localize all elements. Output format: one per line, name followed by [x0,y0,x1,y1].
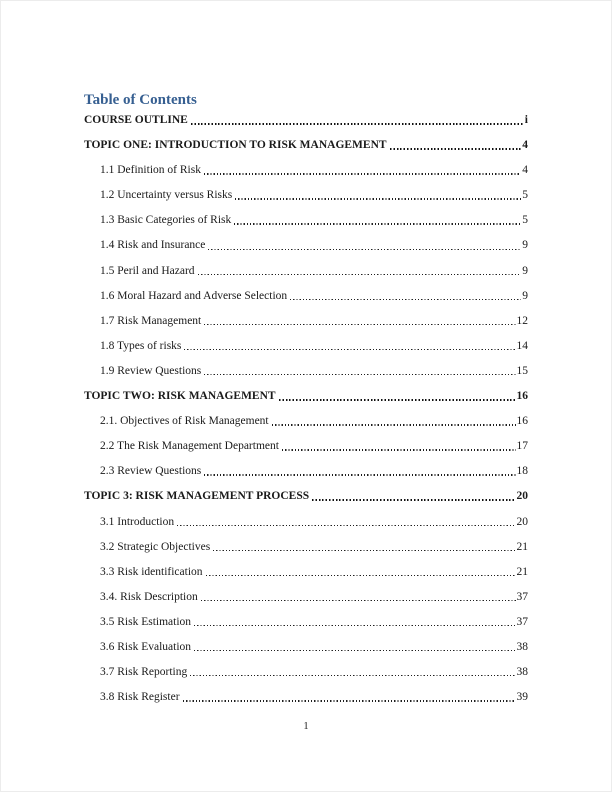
toc-entry[interactable] [84,616,528,629]
toc-entry-page-number: 16 [516,415,528,428]
toc-entry[interactable] [84,340,528,353]
toc-entry[interactable] [84,415,528,428]
toc-entry-label: 1.3 Basic Categories of Risk [100,214,232,227]
toc-entry[interactable] [84,265,528,278]
toc-entry[interactable] [84,365,528,378]
toc-entry-page-number: i [524,114,528,126]
toc-entry-label: 3.2 Strategic Objectives [100,540,211,553]
toc-entry-page-number: 17 [516,440,528,453]
toc-entry-label: 1.8 Types of risks [100,339,182,352]
page-number: 1 [303,721,309,732]
toc-entry-label: 3.7 Risk Reporting [100,666,188,679]
toc-entry[interactable] [84,566,528,579]
toc-entry-label: 1.5 Peril and Hazard [100,264,195,277]
toc-dot-leader [204,474,515,475]
toc-dot-leader [279,399,516,401]
toc-entry-page-number: 12 [516,314,528,327]
toc-entry-page-number: 21 [516,540,528,553]
toc-dot-leader [184,349,515,350]
toc-entry[interactable] [84,516,528,529]
toc-dot-leader [190,675,515,676]
toc-entry-page-number: 16 [516,390,528,403]
toc-entry-page-number: 9 [522,239,528,252]
toc-entry-page-number: 4 [522,164,528,177]
toc-dot-leader [177,525,515,526]
toc-entry-page-number: 21 [516,565,528,578]
toc-entry[interactable] [84,465,528,478]
toc-entry-page-number: 39 [516,691,528,704]
toc-entry[interactable] [84,440,528,453]
toc-entry[interactable] [84,239,528,252]
toc-entry[interactable] [84,139,528,152]
toc-dot-leader [204,173,521,174]
toc-entry[interactable] [84,490,528,503]
toc-dot-leader [183,700,516,701]
toc-dot-leader [201,600,516,601]
toc-entry-label: 1.6 Moral Hazard and Adverse Selection [100,289,288,302]
toc-dot-leader [213,550,515,551]
toc-dot-leader [290,299,521,300]
toc-entry-label: TOPIC TWO: RISK MANAGEMENT [84,390,276,403]
toc-entry[interactable] [84,691,528,704]
toc-entry-label: 1.7 Risk Management [100,314,202,327]
toc-entry-label: 3.3 Risk identification [100,565,203,578]
toc-entry-label: 3.5 Risk Estimation [100,615,192,628]
toc-dot-leader [234,223,521,224]
toc-entry-page-number: 18 [516,465,528,478]
toc-entry-page-number: 15 [516,364,528,377]
toc-heading: Table of Contents [84,92,197,108]
toc-dot-leader [206,575,516,576]
toc-dot-leader [390,148,522,150]
toc-entry-label: 3.1 Introduction [100,515,175,528]
toc-dot-leader [312,499,515,501]
toc-entry-label: 3.6 Risk Evaluation [100,640,192,653]
toc-entry-page-number: 4 [522,139,528,152]
toc-dot-leader [191,123,524,125]
toc-entry-label: COURSE OUTLINE [84,114,188,126]
toc-dot-leader [204,374,515,375]
toc-entry-page-number: 9 [522,264,528,277]
toc-entry-page-number: 9 [522,289,528,302]
toc-entry-page-number: 14 [516,339,528,352]
toc-entry-label: 3.8 Risk Register [100,691,180,704]
toc-entry[interactable] [84,189,528,202]
toc-entry[interactable] [84,591,528,604]
toc-dot-leader [282,449,516,450]
toc-entry-label: 2.2 The Risk Management Department [100,440,279,453]
toc-content [84,92,528,716]
toc-dot-leader [272,424,516,425]
toc-entry[interactable] [84,315,528,328]
toc-entry-page-number: 38 [516,640,528,653]
toc-dot-leader [235,198,521,199]
toc-dot-leader [194,625,515,626]
toc-entry-page-number: 37 [516,590,528,603]
toc-dot-leader [198,274,522,275]
toc-entry[interactable] [84,214,528,227]
toc-entry[interactable] [84,114,528,127]
toc-entry[interactable] [84,541,528,554]
toc-dot-leader [208,249,521,250]
toc-entry-label: 3.4. Risk Description [100,590,198,603]
toc-entry[interactable] [84,666,528,679]
toc-entry-label: TOPIC ONE: INTRODUCTION TO RISK MANAGEMENT [84,139,387,152]
toc-entry-page-number: 20 [516,515,528,528]
toc-entry-label: 2.1. Objectives of Risk Management [100,415,269,428]
toc-entry-label: TOPIC 3: RISK MANAGEMENT PROCESS [84,490,310,503]
toc-dot-leader [204,324,515,325]
toc-entry-page-number: 5 [522,189,528,202]
toc-entry-label: 1.4 Risk and Insurance [100,239,206,252]
toc-entry[interactable] [84,164,528,177]
toc-entry-label: 1.2 Uncertainty versus Risks [100,189,233,202]
toc-entry-label: 2.3 Review Questions [100,465,202,478]
toc-entry-page-number: 38 [516,666,528,679]
toc-entry-page-number: 37 [516,615,528,628]
toc-entry-page-number: 5 [522,214,528,227]
toc-entry[interactable] [84,390,528,403]
toc-dot-leader [194,650,515,651]
toc-entry[interactable] [84,290,528,303]
toc-entry-page-number: 20 [516,490,528,503]
toc-entry[interactable] [84,641,528,654]
toc-entry-label: 1.1 Definition of Risk [100,164,201,177]
toc-entry-label: 1.9 Review Questions [100,364,202,377]
toc-list [84,114,528,704]
